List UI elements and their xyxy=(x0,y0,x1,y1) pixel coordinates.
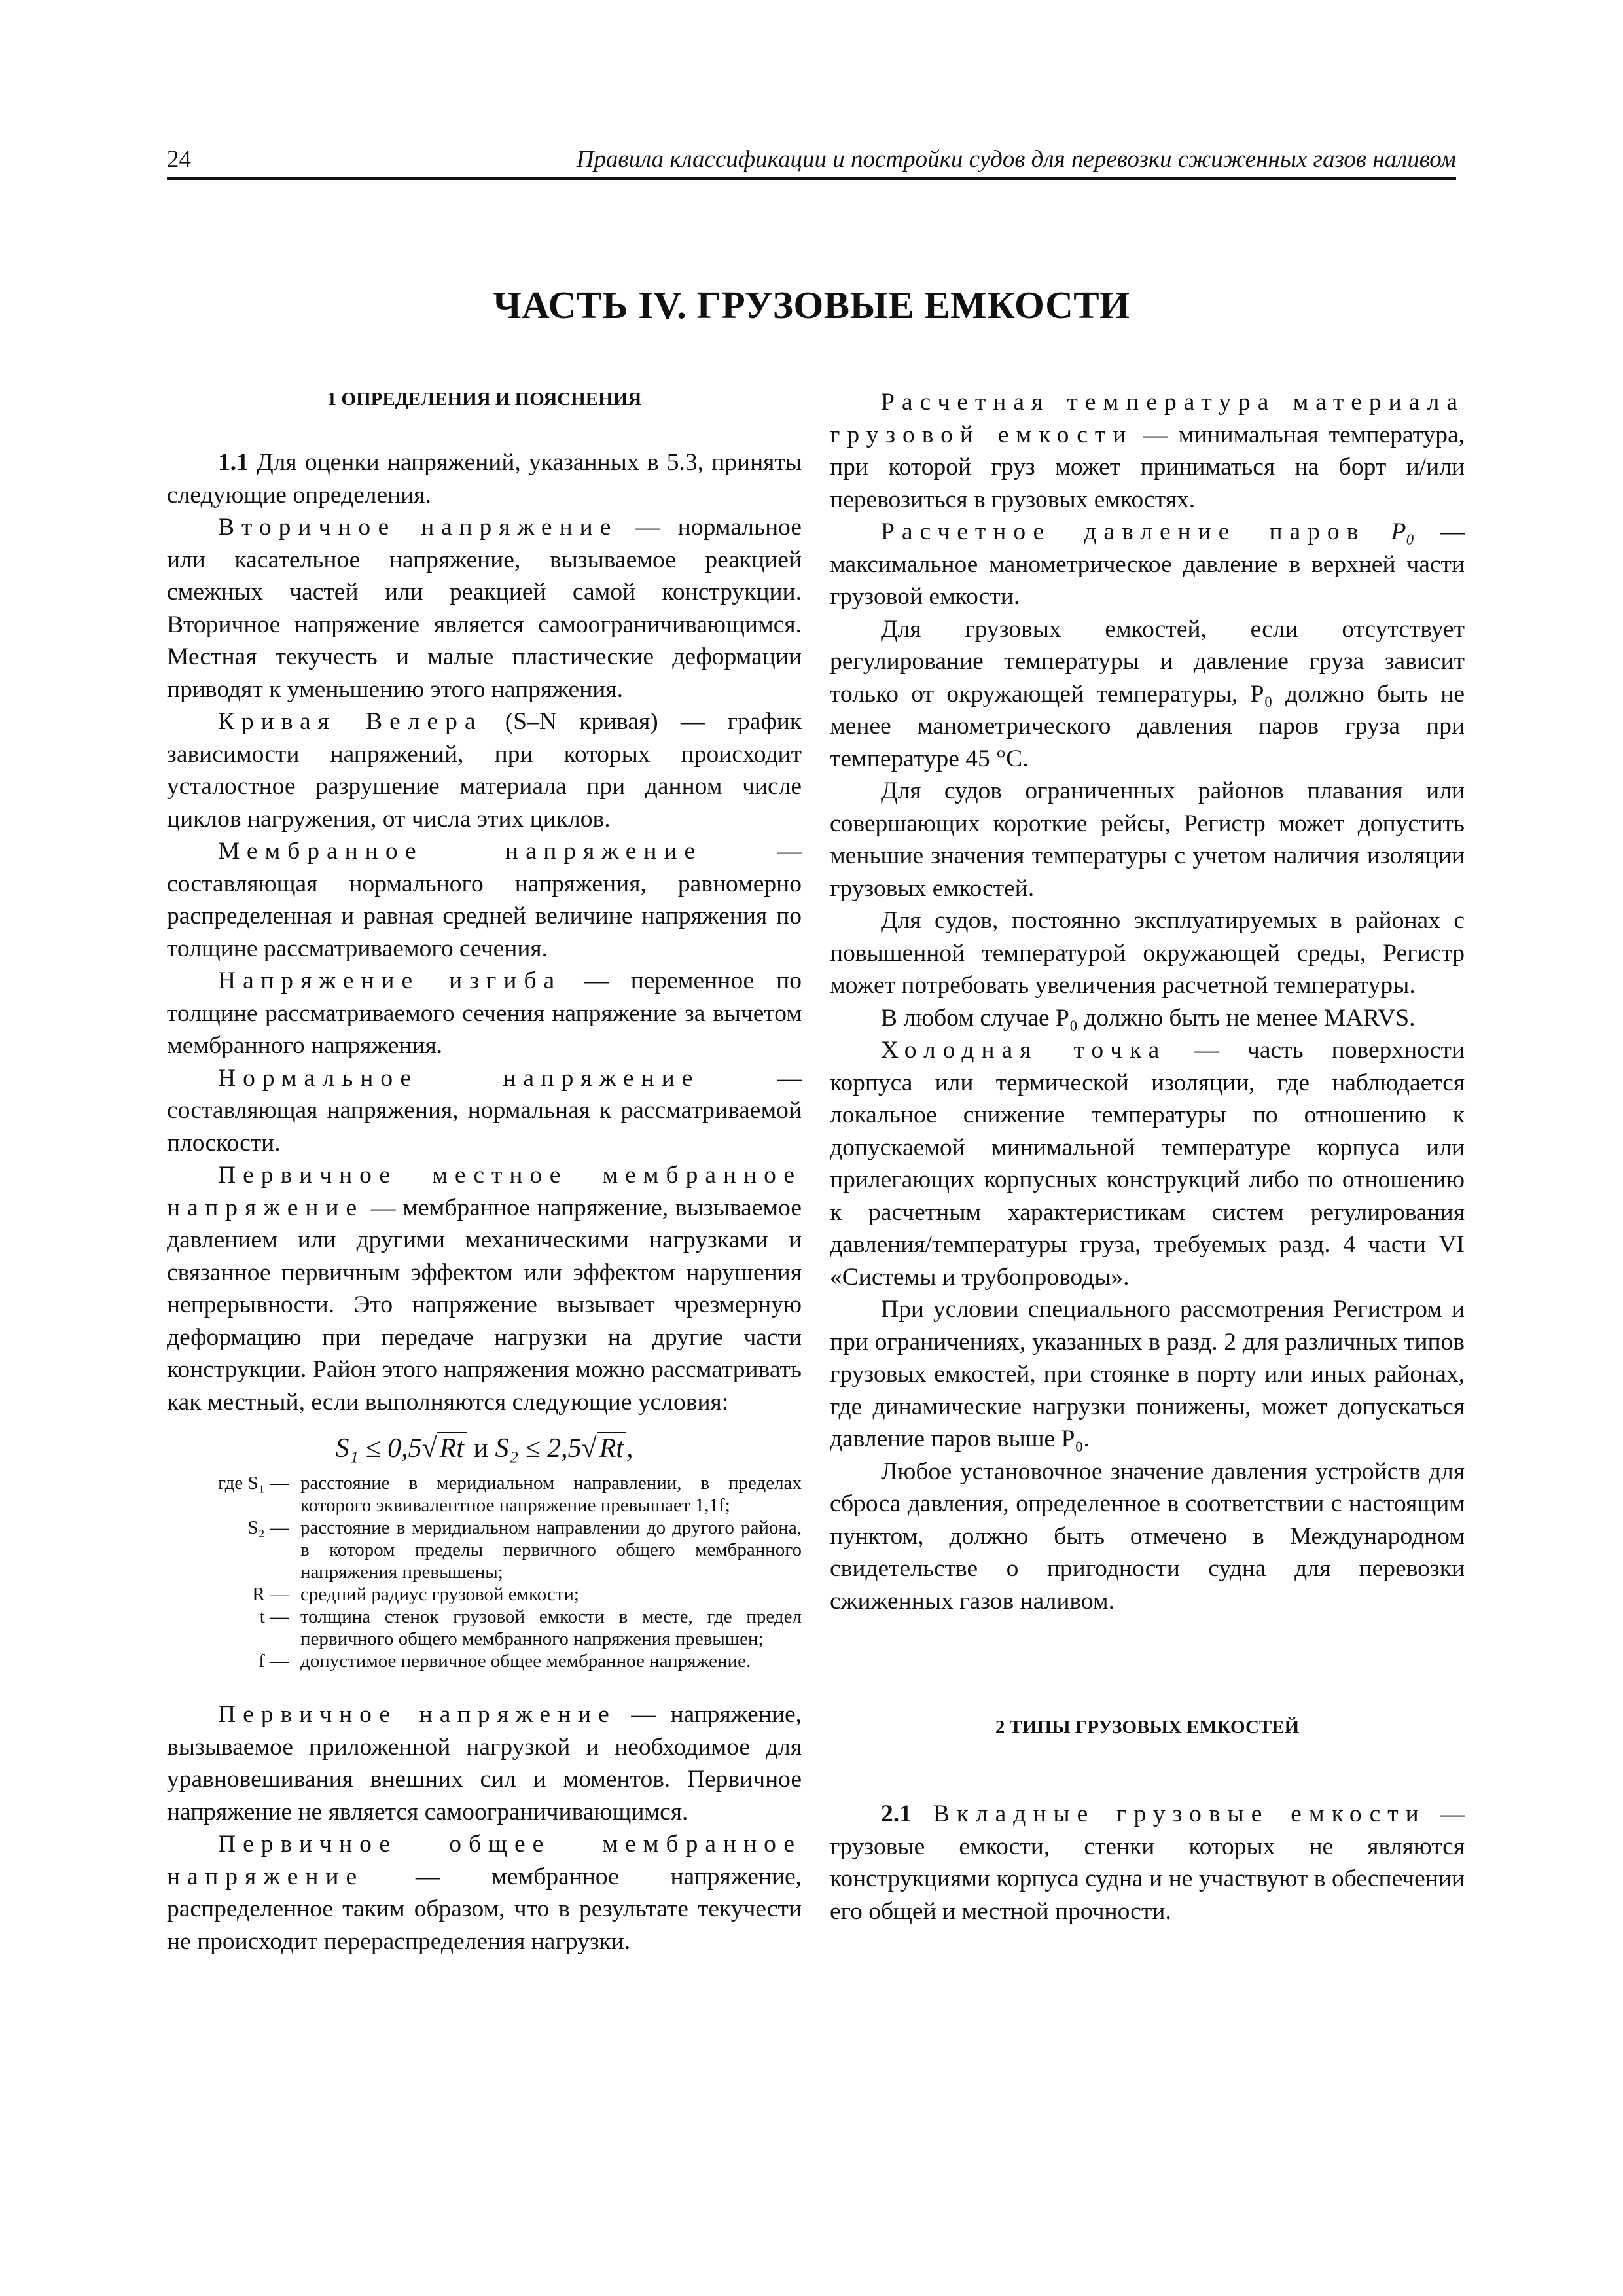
legend-row xyxy=(167,1516,802,1583)
term: Первичное общее мембранное напряжение xyxy=(167,1831,802,1890)
term: Вкладные грузовые емкости xyxy=(911,1801,1426,1827)
header-rule xyxy=(167,177,1456,180)
symbol: P₀ xyxy=(1365,518,1415,545)
definition-primary-stress xyxy=(167,1698,802,1828)
term: Первичное напряжение xyxy=(218,1701,616,1728)
formula-end: , xyxy=(626,1433,633,1463)
legend-text: допустимое первичное общее мембранное напряжение. xyxy=(300,1651,751,1672)
clause-number: 1.1 xyxy=(218,449,249,476)
definition-text: — минимальная температура, при которой груз может приниматься на борт и/или перевозиться в грузовых емкостях. xyxy=(830,421,1465,513)
definition-text: — мембранное напряжение, вызываемое давлением или другими механическими нагрузками и связанное первичным эффектом или эффектом нарушения непрерывности. Это напряжение вызывает чрезмерную деформацию при передаче нагрузки на другие части конструкции. Район этого напряжения можно рассматривать как местный, если выполняются следующие условия: xyxy=(167,1194,802,1416)
term: Холодная точка xyxy=(881,1037,1167,1064)
term-note: (S–N кривая) xyxy=(482,708,658,735)
paragraph-marvs: В любом случае P₀ должно быть не менее MARVS. xyxy=(881,1004,1416,1031)
paragraph-relief-setting: Любое установочное значение давления устройств для сброса давления, определенное в соответствии с настоящим пунктом, должно быть отмечено в Международном свидетельстве о пригодности судна для перевозки сжиженных газов наливом. xyxy=(830,1458,1465,1615)
term: Напряжение изгиба xyxy=(218,967,562,994)
definition-text: — график зависимости напряжений, при которых происходит усталостное разрушение материала при данном числе циклов нагружения, от числа этих циклов. xyxy=(167,708,802,833)
definition-primary-general-membrane-stress xyxy=(167,1828,802,1958)
paragraph-no-regulation: Для грузовых емкостей, если отсутствует регулирование температуры и давление груза зависит только от окружающей температуры, P₀ должно быть не менее манометрического давления паров груза при температуре 45 °С. xyxy=(830,615,1465,772)
legend-row xyxy=(167,1650,802,1672)
formula-s2: S₂ xyxy=(495,1433,519,1463)
definition-text: — напряжение, вызываемое приложенной нагрузкой и необходимое для уравновешивания внешних сил и моментов. Первичное напряжение не является самоограничивающимся. xyxy=(167,1701,802,1825)
legend-text: расстояние в меридиальном направлении до другого района, в котором пределы первичного общего мембранного напряжения превышены; xyxy=(300,1517,802,1583)
legend-row xyxy=(167,1583,802,1605)
formula-cond1: ≤ 0,5 xyxy=(359,1433,422,1463)
definition-design-vapour-pressure xyxy=(830,516,1465,613)
definition-text: — составляющая напряжения, нормальная к рассматриваемой плоскости. xyxy=(167,1064,802,1157)
formula-s1: S₁ xyxy=(335,1433,359,1463)
paragraph-2-1 xyxy=(830,1798,1465,1928)
part-title: ЧАСТЬ IV. ГРУЗОВЫЕ ЕМКОСТИ xyxy=(493,283,1130,327)
section-2-heading: 2 ТИПЫ ГРУЗОВЫХ ЕМКОСТЕЙ xyxy=(995,1717,1300,1738)
paragraph-1-1 xyxy=(167,446,802,511)
formula-and: и xyxy=(467,1433,495,1463)
formula-rt1: Rt xyxy=(437,1432,467,1463)
paragraph-limited-areas: Для судов ограниченных районов плавания или совершающих короткие рейсы, Регистр может допустить меньшие значения температуры с учетом наличия изоляции грузовых емкостей. xyxy=(830,778,1465,902)
legend-symbol: t — xyxy=(259,1606,289,1627)
definition-secondary-stress xyxy=(167,511,802,706)
definition-cold-spot xyxy=(830,1034,1465,1293)
legend-text: средний радиус грузовой емкости; xyxy=(300,1584,579,1605)
legend-symbol: R — xyxy=(252,1584,289,1605)
term: Кривая Велера xyxy=(218,708,483,735)
clause-number: 2.1 xyxy=(881,1801,912,1827)
formula-cond2: ≤ 2,5 xyxy=(518,1433,582,1463)
definition-design-temperature xyxy=(830,386,1465,516)
legend-symbol: где S₁ — xyxy=(218,1473,289,1494)
term: Первичное местное мембранное напряжение xyxy=(167,1162,802,1221)
running-title: Правила классификации и постройки судов для перевозки сжиженных газов наливом xyxy=(576,146,1456,173)
sqrt-sign: √ xyxy=(421,1433,437,1463)
term: Расчетная температура материала грузовой емкости xyxy=(830,389,1465,448)
legend-text: толщина стенок грузовой емкости в месте, где предел первичного общего мембранного напряжения превышен; xyxy=(300,1606,802,1649)
left-column xyxy=(167,386,802,1958)
definition-text: — нормальное или касательное напряжение, вызываемое реакцией смежных частей или реакцией самой конструкции. Вторичное напряжение является самоограничивающимся. Местная текучесть и малые пластические деформации приводят к уменьшению этого напряжения. xyxy=(167,514,802,703)
formula xyxy=(167,1430,802,1467)
term: Нормальное напряжение xyxy=(218,1064,700,1092)
definition-text: — грузовые емкости, стенки которых не являются конструкциями корпуса судна и не участвуют в обеспечении его общей и местной прочности. xyxy=(830,1801,1465,1925)
definition-text: — составляющая нормального напряжения, равномерно распределенная и равная средней величине напряжения по толщине рассматриваемого сечения. xyxy=(167,838,802,962)
legend-symbol: f — xyxy=(259,1651,289,1672)
definition-wohler-curve xyxy=(167,706,802,835)
paragraph-text: Для оценки напряжений, указанных в 5.3, приняты следующие определения. xyxy=(167,449,802,509)
definition-text: — переменное по толщине рассматриваемого сечения напряжение за вычетом мембранного напряжения. xyxy=(167,967,802,1059)
paragraph-high-temperature: Для судов, постоянно эксплуатируемых в районах с повышенной температурой окружающей среды, Регистр может потребовать увеличения расчетной температуры. xyxy=(830,907,1465,999)
legend-row xyxy=(167,1472,802,1516)
page-header xyxy=(167,145,1456,179)
legend-text: расстояние в меридиальном направлении, в пределах которого эквивалентное напряжение превышает 1,1f; xyxy=(300,1473,802,1516)
term: Вторичное напряжение xyxy=(218,514,618,541)
definition-text: — максимальное манометрическое давление в верхней части грузовой емкости. xyxy=(830,518,1465,610)
paragraph-special-consideration: При условии специального рассмотрения Регистром и при ограничениях, указанных в разд. 2 для различных типов грузовых емкостей, при стоянке в порту или иных районах, где динамические нагрузки понижены, может допускаться давление паров выше P₀. xyxy=(830,1296,1465,1452)
term: Расчетное давление паров xyxy=(881,518,1366,545)
legend-symbol: S₂ — xyxy=(247,1517,289,1538)
legend-row xyxy=(167,1605,802,1650)
right-column xyxy=(830,386,1465,1928)
definition-normal-stress xyxy=(167,1062,802,1160)
definition-text: — часть поверхности корпуса или термической изоляции, где наблюдается локальное снижение температуры по отношению к допускаемой минимальной температуре корпуса или прилегающих корпусных конструкций либо по отношению к расчетным характеристикам систем регулирования давления/температуры груза, требуемых разд. 4 части VI «Системы и трубопроводы». xyxy=(830,1037,1465,1291)
definition-bending-stress xyxy=(167,965,802,1062)
sqrt-sign: √ xyxy=(581,1433,597,1463)
symbol-legend xyxy=(167,1472,802,1672)
definition-primary-local-membrane-stress xyxy=(167,1159,802,1418)
formula-rt2: Rt xyxy=(597,1432,626,1463)
term: Мембранное напряжение xyxy=(218,838,703,865)
definition-text: — мембранное напряжение, распределенное таким образом, что в результате текучести не происходит перераспределения нагрузки. xyxy=(167,1863,802,1955)
page-number: 24 xyxy=(167,146,191,173)
section-1-heading: 1 ОПРЕДЕЛЕНИЯ И ПОЯСНЕНИЯ xyxy=(327,389,642,410)
definition-membrane-stress xyxy=(167,835,802,965)
